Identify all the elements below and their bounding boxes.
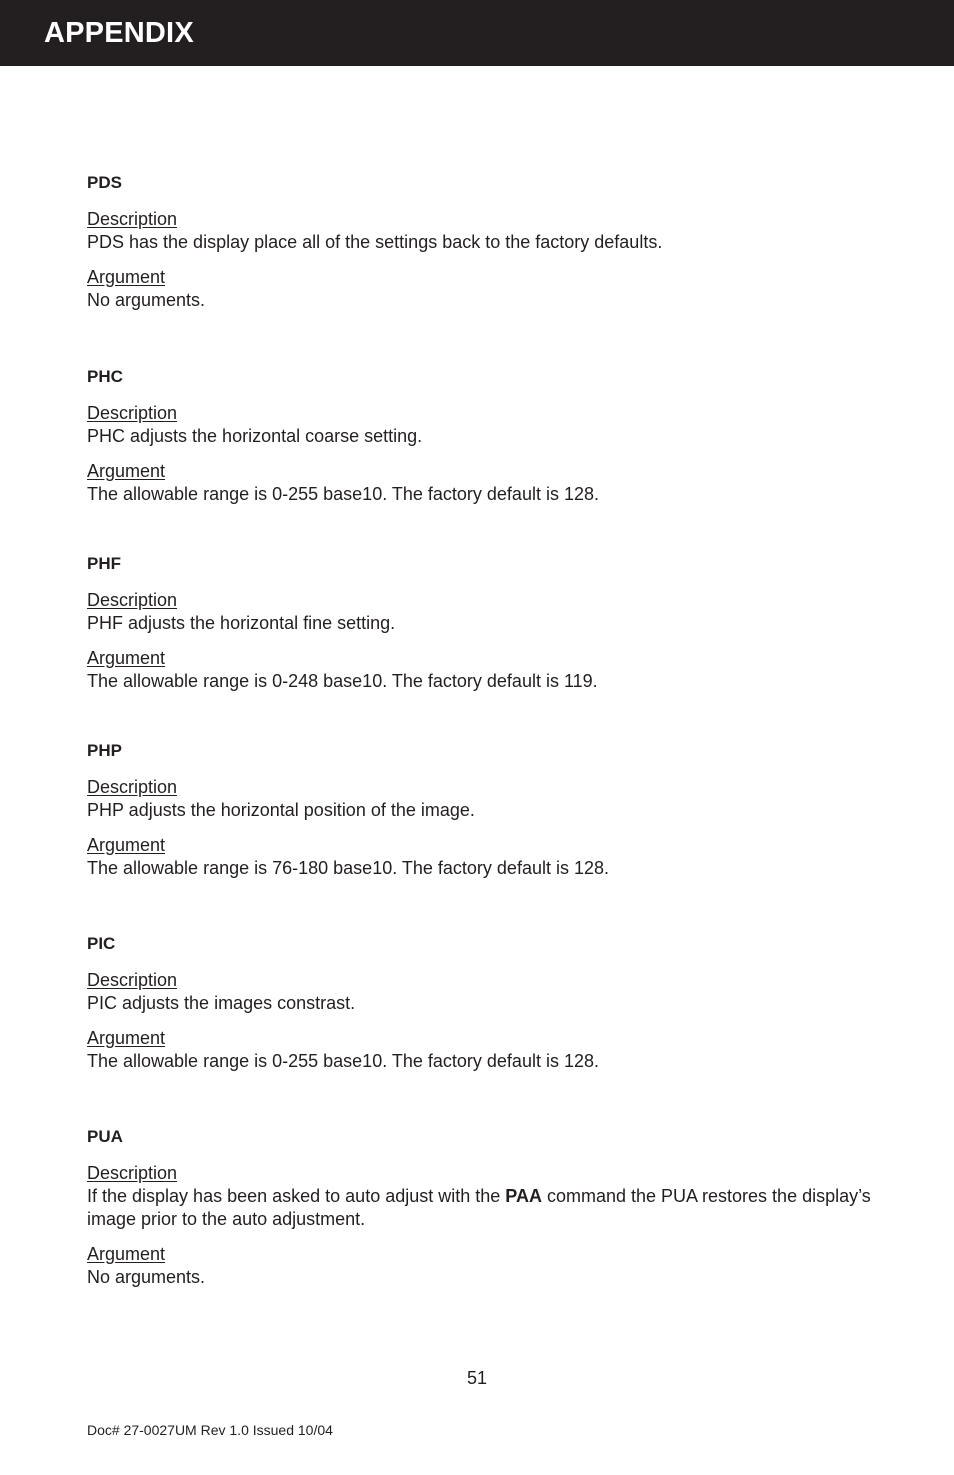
argument-label: Argument [87, 648, 166, 668]
argument-label: Argument [87, 835, 166, 855]
command-section-phc [87, 367, 877, 506]
command-name: PHC [87, 367, 123, 386]
document-id: Doc# 27-0027UM Rev 1.0 Issued 10/04 [87, 1422, 333, 1438]
description-text: PHP adjusts the horizontal position of the image. [87, 800, 475, 820]
argument-label: Argument [87, 1244, 166, 1264]
description-text: PIC adjusts the images constrast. [87, 993, 356, 1013]
description-text: PDS has the display place all of the settings back to the factory defaults. [87, 232, 663, 252]
page-title: APPENDIX [44, 17, 194, 49]
command-section-php [87, 741, 877, 880]
command-section-pic [87, 934, 877, 1073]
command-name: PIC [87, 934, 116, 953]
argument-label: Argument [87, 267, 166, 287]
description-text-end: command the PUA restores the display’s image prior to the auto adjustment. [87, 1186, 871, 1229]
argument-text: The allowable range is 76-180 base10. The factory default is 128. [87, 858, 609, 878]
argument-text: The allowable range is 0-255 base10. The factory default is 128. [87, 484, 599, 504]
description-label: Description [87, 590, 178, 610]
paa-command-ref: PAA [505, 1186, 542, 1206]
argument-text: No arguments. [87, 1267, 206, 1287]
description-label: Description [87, 403, 178, 423]
command-name: PUA [87, 1127, 123, 1146]
command-name: PDS [87, 173, 122, 192]
description-text: PHC adjusts the horizontal coarse setting. [87, 426, 423, 446]
description-label: Description [87, 777, 178, 797]
argument-label: Argument [87, 1028, 166, 1048]
command-section-phf [87, 554, 877, 693]
page-number: 51 [466, 1368, 488, 1388]
header-bar [0, 0, 954, 66]
argument-text: No arguments. [87, 290, 206, 310]
argument-text: The allowable range is 0-248 base10. The factory default is 119. [87, 671, 598, 691]
command-name: PHF [87, 554, 121, 573]
command-name: PHP [87, 741, 122, 760]
description-text: PHF adjusts the horizontal fine setting. [87, 613, 396, 633]
description-label: Description [87, 970, 178, 990]
description-label: Description [87, 209, 178, 229]
description-label: Description [87, 1163, 178, 1183]
argument-label: Argument [87, 461, 166, 481]
command-section-pua [87, 1127, 877, 1289]
argument-text: The allowable range is 0-255 base10. The factory default is 128. [87, 1051, 599, 1071]
description-text [87, 1185, 877, 1231]
command-section-pds [87, 173, 877, 312]
description-text-start: If the display has been asked to auto adjust with the [87, 1186, 506, 1206]
